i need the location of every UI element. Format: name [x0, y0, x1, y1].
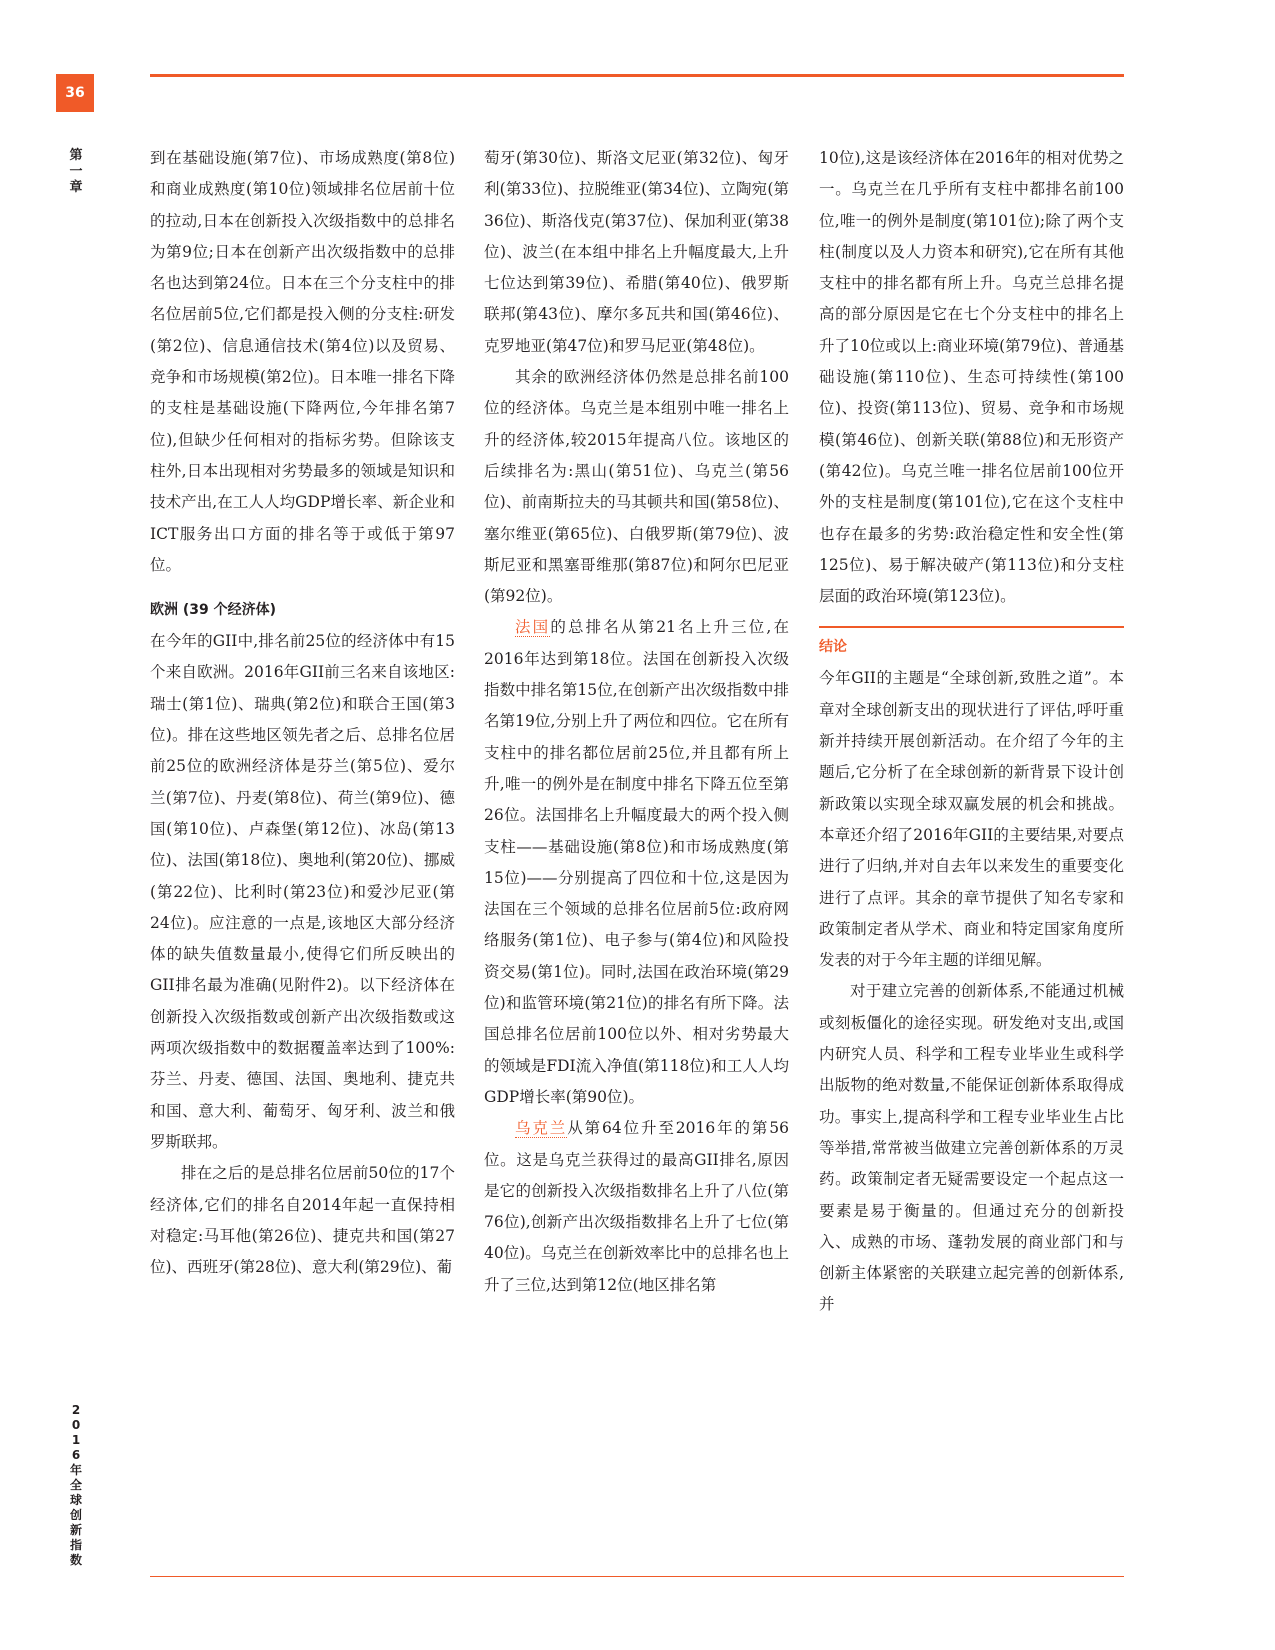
paragraph-innovation-system: 对于建立完善的创新体系,不能通过机械或刻板僵化的途径实现。研发绝对支出,或国内研究人员、科学和工程专业毕业生或科学出版物的绝对数量,不能保证创新体系取得成功。事实上,提高科学和工程专业毕业生占比等举措,常常被当做建立完善创新体系的万灵药。政策制定者无疑需要设定一个起点这一要素是易于衡量的。但通过充分的创新投入、成熟的市场、蓬勃发展的商业部门和与创新主体紧密的关联建立起完善的创新体系,并 [819, 982, 1124, 1314]
paragraph-europe-cont: 萄牙(第30位)、斯洛文尼亚(第32位)、匈牙利(第33位)、拉脱维亚(第34位)、立陶宛(第36位)、斯洛伐克(第37位)、保加利亚(第38位)、波兰(在本组中排名上升幅度最大,上升七位达到第39位)、希腊(第40位)、俄罗斯联邦(第43位)、摩尔多瓦共和国(第46位)、克罗地亚(第47位)和罗马尼亚(第48位)。 [484, 149, 789, 355]
text-column-2 [484, 143, 789, 1301]
text-column-1 [150, 143, 455, 1283]
header-rule [150, 74, 1124, 77]
section-heading-europe: 欧洲 (39 个经济体) [150, 602, 277, 619]
paragraph-rest-europe: 其余的欧洲经济体仍然是总排名前100位的经济体。乌克兰是本组别中唯一排名上升的经济体,较2015年提高八位。该地区的后续排名为:黑山(第51位)、乌克兰(第56位)、前南斯拉夫的马其顿共和国(第58位)、塞尔维亚(第65位)、白俄罗斯(第79位)、波斯尼亚和黑塞哥维那(第87位)和阿尔巴尼亚(第92位)。 [484, 368, 789, 606]
paragraph-conclusion: 今年GII的主题是“全球创新,致胜之道”。本章对全球创新支出的现状进行了评估,呼吁重新并持续开展创新活动。在介绍了今年的主题后,它分析了在全球创新的新背景下设计创新政策以实现全球双赢发展的机会和挑战。本章还介绍了2016年GII的主要结果,对要点进行了归纳,并对自去年以来发生的重要变化进行了点评。其余的章节提供了知名专家和政策制定者从学术、商业和特定国家角度所发表的对于今年主题的详细见解。 [819, 669, 1124, 970]
term-ukraine: 乌克兰 [515, 1119, 568, 1138]
footer-rule [150, 1576, 1124, 1577]
paragraph-france [484, 612, 789, 1113]
page-number: 36 [56, 74, 94, 112]
paragraph-europe: 在今年的GII中,排名前25位的经济体中有15个来自欧洲。2016年GII前三名来自该地区:瑞士(第1位)、瑞典(第2位)和联合王国(第3位)。排在这些地区领先者之后、总排名位居前25位的欧洲经济体是芬兰(第5位)、爱尔兰(第7位)、丹麦(第8位)、荷兰(第9位)、德国(第10位)、卢森堡(第12位)、冰岛(第13位)、法国(第18位)、奥地利(第20位)、挪威(第22位)、比利时(第23位)和爱沙尼亚(第24位)。应注意的一点是,该地区大部分经济体的缺失值数量最小,使得它们所反映出的GII排名最为准确(见附件2)。以下经济体在创新投入次级指数或创新产出次级指数或这两项次级指数中的数据覆盖率达到了100%:芬兰、丹麦、德国、法国、奥地利、捷克共和国、意大利、葡萄牙、匈牙利、波兰和俄罗斯联邦。 [150, 632, 455, 1151]
france-text: 的总排名从第21名上升三位,在2016年达到第18位。法国在创新投入次级指数中排名第15位,在创新产出次级指数中排名第19位,分别上升了两位和四位。它在所有支柱中的排名都位居前25位,并且都有所上升,唯一的例外是在制度中排名下降五位至第26位。法国排名上升幅度最大的两个投入侧支柱——基础设施(第8位)和市场成熟度(第15位)——分别提高了四位和十位,这是因为法国在三个领域的总排名位居前5位:政府网络服务(第1位)、电子参与(第4位)和风险投资交易(第1位)。同时,法国在政治环境(第29位)和监管环境(第21位)的排名有所下降。法国总排名位居前100位以外、相对劣势最大的领域是FDI流入净值(第118位)和工人人均GDP增长率(第90位)。 [484, 618, 789, 1106]
section-heading-conclusion: 结论 [819, 626, 1124, 663]
term-france: 法国 [515, 618, 551, 637]
paragraph-ukraine [484, 1113, 789, 1301]
paragraph-top50: 排在之后的是总排名位居前50位的17个经济体,它们的排名自2014年起一直保持相对稳定:马耳他(第26位)、捷克共和国(第27位)、西班牙(第28位)、意大利(第29位)、葡 [150, 1164, 455, 1277]
ukraine-text: 从第64位升至2016年的第56位。这是乌克兰获得过的最高GII排名,原因是它的创新投入次级指数排名上升了八位(第76位),创新产出次级指数排名上升了七位(第40位)。乌克兰在创新效率比中的总排名也上升了三位,达到第12位(地区排名第 [484, 1119, 789, 1294]
paragraph-japan-cont: 到在基础设施(第7位)、市场成熟度(第8位)和商业成熟度(第10位)领域排名位居前十位的拉动,日本在创新投入次级指数中的总排名为第9位;日本在创新产出次级指数中的总排名也达到第24位。日本在三个分支柱中的排名位居前5位,它们都是投入侧的分支柱:研发(第2位)、信息通信技术(第4位)以及贸易、竞争和市场规模(第2位)。日本唯一排名下降的支柱是基础设施(下降两位,今年排名第7位),但缺少任何相对的指标劣势。但除该支柱外,日本出现相对劣势最多的领域是知识和技术产出,在工人人均GDP增长率、新企业和ICT服务出口方面的排名等于或低于第97位。 [150, 149, 455, 574]
report-label: 2016年全球创新指数 [69, 1403, 82, 1567]
paragraph-ukraine-cont: 10位),这是该经济体在2016年的相对优势之一。乌克兰在几乎所有支柱中都排名前100位,唯一的例外是制度(第101位);除了两个支柱(制度以及人力资本和研究),它在所有其他支柱中的排名都有所上升。乌克兰总排名提高的部分原因是它在七个分支柱中的排名上升了10位或以上:商业环境(第79位)、普通基础设施(第110位)、生态可持续性(第100位)、投资(第113位)、贸易、竞争和市场规模(第46位)、创新关联(第88位)和无形资产(第42位)。乌克兰唯一排名位居前100位开外的支柱是制度(第101位),它在这个支柱中也存在最多的劣势:政治稳定性和安全性(第125位)、易于解决破产(第113位)和分支柱层面的政治环境(第123位)。 [819, 149, 1124, 606]
chapter-label: 第一章 [69, 148, 83, 195]
text-column-3 [819, 143, 1124, 1321]
